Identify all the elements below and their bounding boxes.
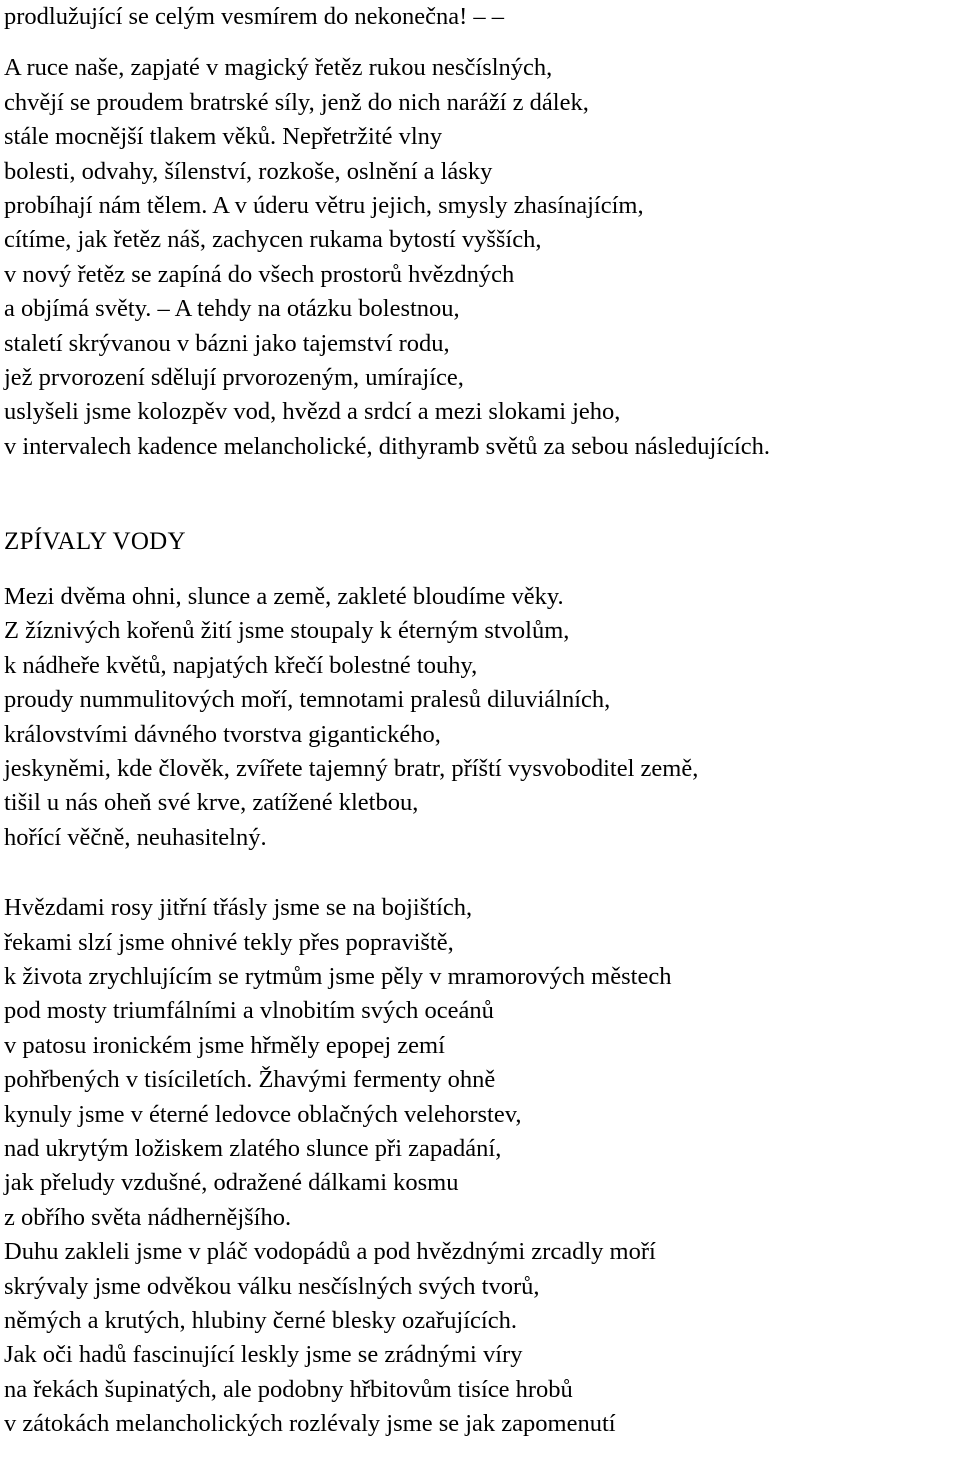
- text-line: Hvězdami rosy jitřní třásly jsme se na bojištích,: [4, 894, 473, 922]
- text-line: nad ukrytým ložiskem zlatého slunce při zapadání,: [4, 1134, 502, 1162]
- text-line: staletí skrývanou v bázni jako tajemství rodu,: [4, 329, 450, 357]
- text-line: pohřbených v tisíciletích. Žhavými fermenty ohně: [4, 1066, 496, 1094]
- text-line: chvějí se proudem bratrské síly, jenž do nich naráží z dálek,: [4, 88, 589, 116]
- text-line: bolesti, odvahy, šílenství, rozkoše, oslnění a lásky: [4, 157, 493, 185]
- text-line: k života zrychlujícím se rytmům jsme pěly v mramorových městech: [4, 962, 672, 990]
- text-line: Z žíznivých kořenů žití jsme stoupaly k éterným stvolům,: [4, 617, 570, 645]
- text-line: proudy nummulitových moří, temnotami pralesů diluviálních,: [4, 686, 611, 714]
- spacer: [4, 464, 954, 522]
- text-line: Duhu zakleli jsme v pláč vodopádů a pod hvězdnými zrcadly moří: [4, 1238, 656, 1266]
- text-line: v intervalech kadence melancholické, dithyramb světů za sebou následujících.: [4, 432, 771, 460]
- text-line: královstvími dávného tvorstva gigantického,: [4, 720, 441, 748]
- text-line: pod mosty triumfálními a vlnobitím svých oceánů: [4, 997, 494, 1025]
- stanza-1: [4, 580, 954, 855]
- spacer: [4, 562, 954, 580]
- text-line: Mezi dvěma ohni, slunce a země, zakleté bloudíme věky.: [4, 583, 564, 611]
- text-line: kynuly jsme v éterné ledovce oblačných velehorstev,: [4, 1100, 522, 1128]
- document-page: [4, 0, 954, 1441]
- text-line: jeskyněmi, kde člověk, zvířete tajemný bratr, příští vysvoboditel země,: [4, 755, 699, 783]
- stanza-2: [4, 891, 954, 1441]
- text-line: jež prvorození sdělují prvorozeným, umírajíce,: [4, 363, 464, 391]
- text-line: uslyšeli jsme kolozpěv vod, hvězd a srdcí a mezi slokami jeho,: [4, 398, 621, 426]
- text-line: cítíme, jak řetěz náš, zachycen rukama bytostí vyšších,: [4, 226, 542, 254]
- section-heading: ZPÍVALY VODY: [4, 528, 186, 556]
- text-line: v patosu ironickém jsme hřměly epopej zemí: [4, 1031, 445, 1059]
- text-line: a objímá světy. – A tehdy na otázku bolestnou,: [4, 295, 460, 323]
- text-line: Jak oči hadů fascinující leskly jsme se zrádnými víry: [4, 1341, 523, 1369]
- paragraph-1: [4, 51, 954, 464]
- text-line: v zátokách melancholických rozlévaly jsme se jak zapomenutí: [4, 1410, 616, 1438]
- spacer: [4, 855, 954, 891]
- text-line: A ruce naše, zapjaté v magický řetěz rukou nesčíslných,: [4, 54, 553, 82]
- text-line: tišil u nás oheň své krve, zatížené kletbou,: [4, 789, 419, 817]
- text-line: v nový řetěz se zapíná do všech prostorů hvězdných: [4, 260, 515, 288]
- text-line: hořící věčně, neuhasitelný.: [4, 823, 267, 851]
- text-line: na řekách šupinatých, ale podobny hřbitovům tisíce hrobů: [4, 1375, 573, 1403]
- text-line: probíhají nám tělem. A v úderu větru jejich, smysly zhasínajícím,: [4, 191, 644, 219]
- text-line: němých a krutých, hlubiny černé blesky ozařujících.: [4, 1306, 517, 1334]
- intro-line: prodlužující se celým vesmírem do nekonečna! – –: [4, 3, 505, 30]
- text-line: řekami slzí jsme ohnivé tekly přes popraviště,: [4, 928, 454, 956]
- text-line: skrývaly jsme odvěkou válku nesčíslných svých tvorů,: [4, 1272, 540, 1300]
- text-line: jak přeludy vzdušné, odražené dálkami kosmu: [4, 1169, 459, 1197]
- text-line: k nádheře květů, napjatých křečí bolestné touhy,: [4, 651, 478, 679]
- text-line: z obřího světa nádhernějšího.: [4, 1203, 292, 1231]
- spacer: [4, 34, 954, 51]
- text-line: stále mocnější tlakem věků. Nepřetržité vlny: [4, 123, 443, 151]
